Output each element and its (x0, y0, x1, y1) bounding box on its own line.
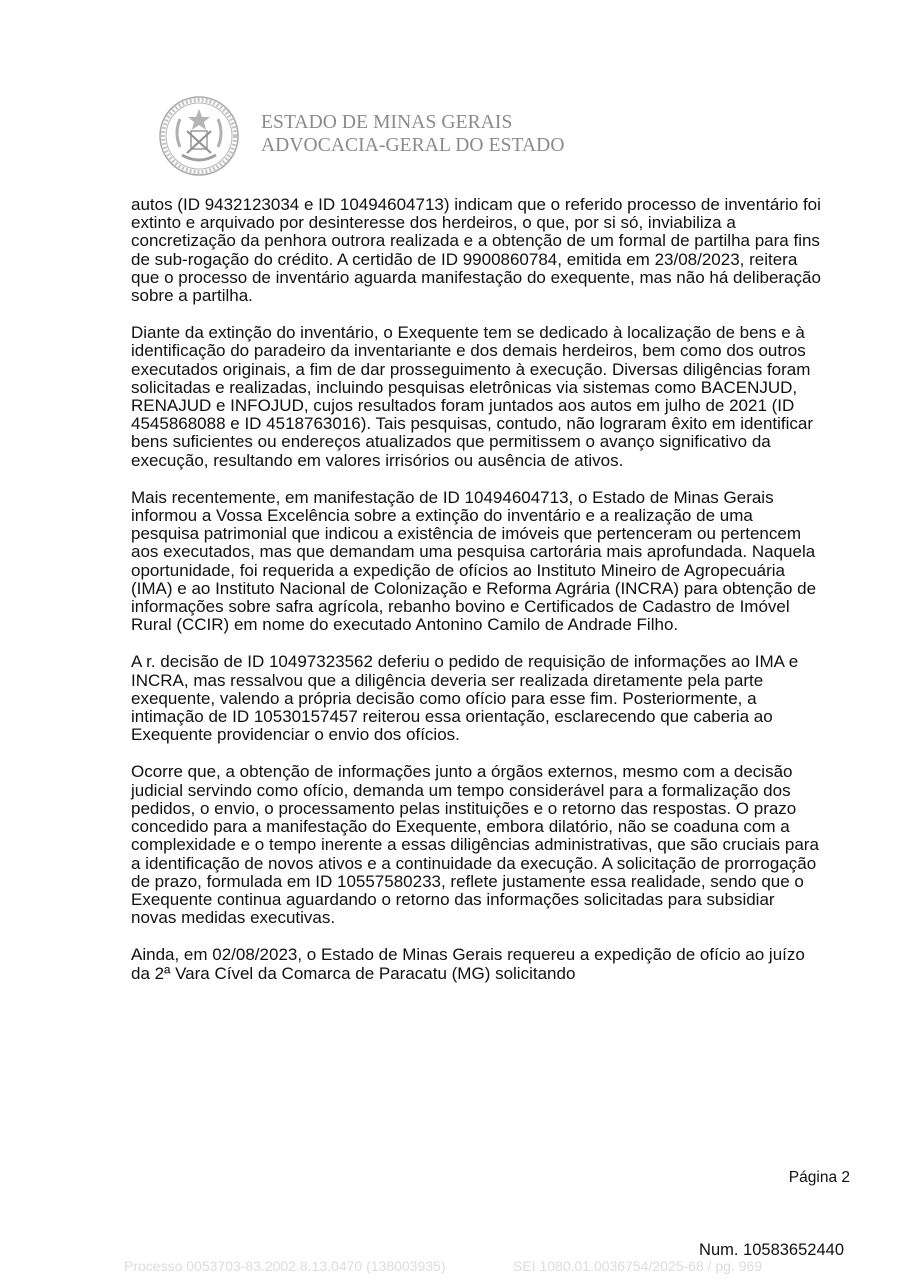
state-name: ESTADO DE MINAS GERAIS (261, 112, 513, 133)
process-footer: Processo 0053703-83.2002.8.13.0470 (138003935) (124, 1258, 446, 1274)
paragraph: A r. decisão de ID 10497323562 deferiu o pedido de requisição de informações ao IMA e INCRA, mas ressalvou que a diligência deveria ser realizada diretamente pela parte exequente, valendo a própria decisão como ofício para esse fim. Posteriormente, a intimação de ID 10530157457 reiterou essa orientação, esclarecendo que caberia ao Exequente providenciar o envio dos ofícios. (131, 652, 799, 745)
paragraph: Ainda, em 02/08/2023, o Estado de Minas Gerais requereu a expedição de ofício ao juízo da 2ª Vara Cível da Comarca de Paracatu (MG) solicitando (131, 945, 805, 983)
agency-name: ADVOCACIA-GERAL DO ESTADO (261, 135, 565, 156)
paragraph: autos (ID 9432123034 e ID 10494604713) indicam que o referido processo de inventário foi extinto e arquivado por desinteresse dos herdeiros, o que, por si só, inviabiliza a concretização da penhora outrora realizada e a obtenção de um formal de partilha para fins de sub-rogação do crédito. A certidão de ID 9900860784, emitida em 23/08/2023, reitera que o processo de inventário aguarda manifestação do exequente, mas não há deliberação sobre a partilha. (131, 195, 821, 306)
document-body (131, 196, 821, 1002)
letterhead (158, 95, 758, 185)
paragraph: Ocorre que, a obtenção de informações junto a órgãos externos, mesmo com a decisão judicial servindo como ofício, demanda um tempo considerável para a formalização dos pedidos, o envio, o processamento pelas instituições e o retorno das respostas. O prazo concedido para a manifestação do Exequente, embora dilatório, não se coaduna com a complexidade e o tempo inerente a essas diligências administrativas, que são cruciais para a identificação de novos ativos e a continuidade da execução. A solicitação de prorrogação de prazo, formulada em ID 10557580233, reflete justamente essa realidade, sendo que o Exequente continua aguardando o retorno das informações solicitadas para subsidiar novas medidas executivas. (131, 762, 819, 928)
organization-name (261, 111, 565, 157)
page-number: Página 2 (788, 1169, 850, 1186)
sei-footer: SEI 1080.01.0036754/2025-68 / pg. 969 (513, 1258, 763, 1274)
coat-of-arms-icon (158, 95, 240, 177)
document-number: Num. 10583652440 (699, 1241, 844, 1259)
paragraph: Mais recentemente, em manifestação de ID 10494604713, o Estado de Minas Gerais informou a Vossa Excelência sobre a extinção do inventário e a realização de uma pesquisa patrimonial que indicou a existência de imóveis que pertenceram ou pertencem aos executados, mas que demandam uma pesquisa cartorária mais aprofundada. Naquela oportunidade, foi requerida a expedição de ofícios ao Instituto Mineiro de Agropecuária (IMA) e ao Instituto Nacional de Colonização e Reforma Agrária (INCRA) para obtenção de informações sobre safra agrícola, rebanho bovino e Certificados de Cadastro de Imóvel Rural (CCIR) em nome do executado Antonino Camilo de Andrade Filho. (131, 487, 817, 635)
paragraph: Diante da extinção do inventário, o Exequente tem se dedicado à localização de bens e à identificação do paradeiro da inventariante e dos demais herdeiros, bem como dos outros executados originais, a fim de dar prosseguimento à execução. Diversas diligências foram solicitadas e realizadas, incluindo pesquisas eletrônicas via sistemas como BACENJUD, RENAJUD e INFOJUD, cujos resultados foram juntados aos autos em julho de 2021 (ID 4545868088 e ID 4518763016). Tais pesquisas, contudo, não lograram êxito em identificar bens suficientes ou endereços atualizados que permitissem o avanço significativo da execução, resultando em valores irrisórios ou ausência de ativos. (131, 323, 814, 470)
